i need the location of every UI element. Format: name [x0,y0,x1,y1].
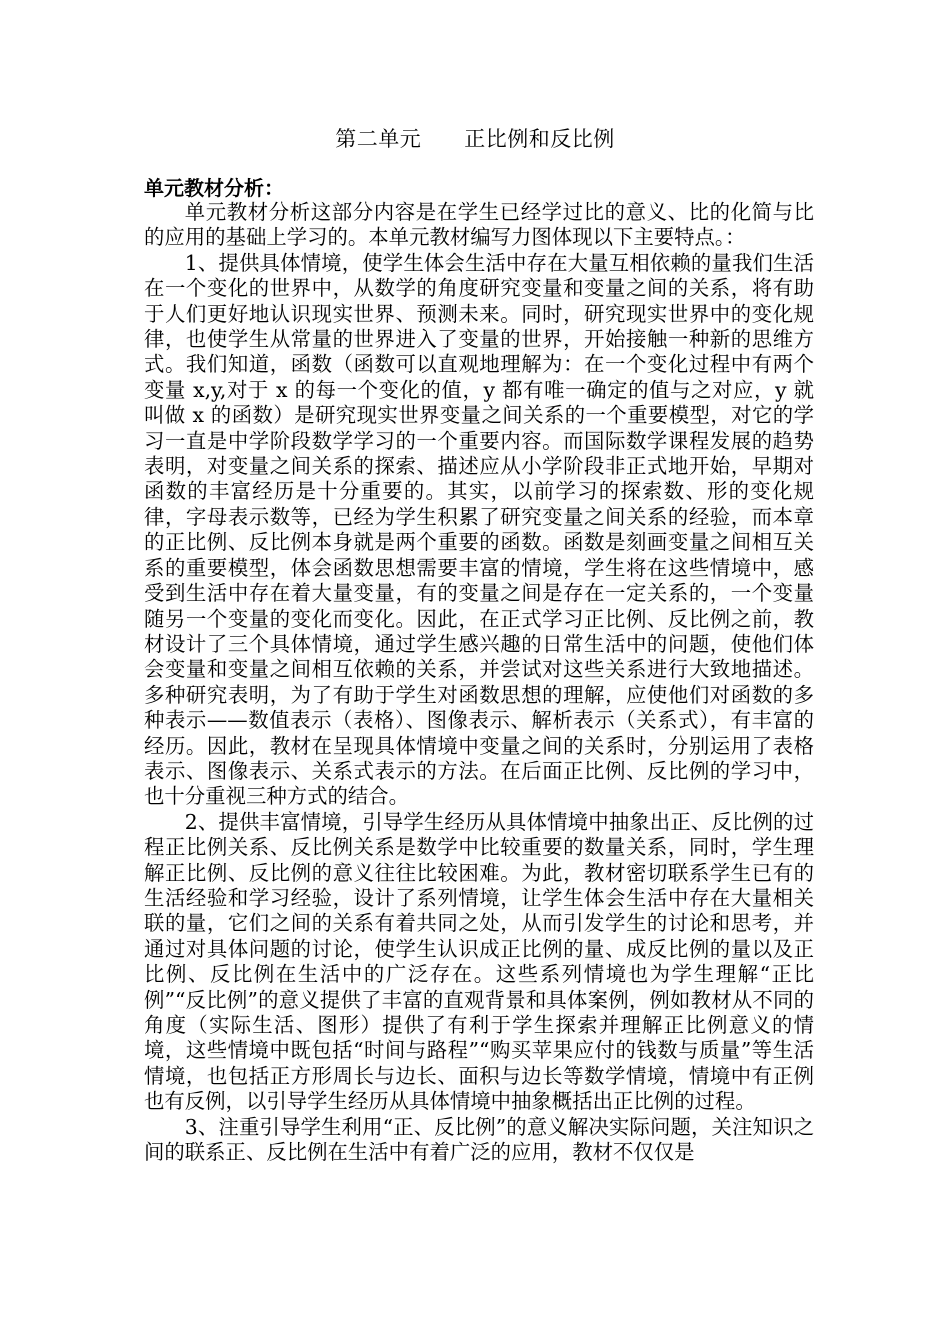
paragraph-point-3: 3、注重引导学生利用“正、反比例”的意义解决实际问题，关注知识之间的联系正、反比例在生活中有着广泛的应用，教材不仅仅是 [144,1114,814,1165]
section-heading: 单元教材分析： [144,176,284,200]
paragraph-point-1: 1、提供具体情境，使学生体会生活中存在大量互相依赖的量我们生活在一个变化的世界中，从数学的角度研究变量和变量之间的关系，将有助于人们更好地认识现实世界、预测未来。同时，研究现实世界中的变化规律，也使学生从常量的世界进入了变量的世界，开始接触一种新的思维方式。我们知道，函数（函数可以直观地理解为：在一个变化过程中有两个变量 x,y,对于 x 的每一个变化的值，y 都有唯一确定的值与之对应，y 就叫做 x 的函数）是研究现实世界变量之间关系的一个重要模型，对它的学习一直是中学阶段数学学习的一个重要内容。而国际数学课程发展的趋势表明，对变量之间关系的探索、描述应从小学阶段非正式地开始，早期对函数的丰富经历是十分重要的。其实，以前学习的探索数、形的变化规律，字母表示数等，已经为学生积累了研究变量之间关系的经验，而本章的正比例、反比例本身就是两个重要的函数。函数是刻画变量之间相互关系的重要模型，体会函数思想需要丰富的情境，学生将在这些情境中，感受到生活中存在着大量变量，有的变量之间是存在一定关系的，一个变量随另一个变量的变化而变化。因此，在正式学习正比例、反比例之前，教材设计了三个具体情境，通过学生感兴趣的日常生活中的问题，使他们体会变量和变量之间相互依赖的关系，并尝试对这些关系进行大致地描述。多种研究表明，为了有助于学生对函数思想的理解，应使他们对函数的多种表示——数值表示（表格）、图像表示、解析表示（关系式），有丰富的经历。因此，教材在呈现具体情境中变量之间的关系时，分别运用了表格表示、图像表示、关系式表示的方法。在后面正比例、反比例的学习中，也十分重视三种方式的结合。 [144,250,814,809]
paragraph-intro: 单元教材分析这部分内容是在学生已经学过比的意义、比的化简与比的应用的基础上学习的。本单元教材编写力图体现以下主要特点。： [144,200,814,250]
body-text [144,200,814,1165]
page-title: 第二单元 正比例和反比例 [335,127,615,151]
paragraph-point-2: 2、提供丰富情境，引导学生经历从具体情境中抽象出正、反比例的过程正比例关系、反比例关系是数学中比较重要的数量关系，同时，学生理解正比例、反比例的意义往往比较困难。为此，教材密切联系学生已有的生活经验和学习经验，设计了系列情境，让学生体会生活中存在大量相关联的量，它们之间的关系有着共同之处，从而引发学生的讨论和思考，并通过对具体问题的讨论，使学生认识成正比例的量、成反比例的量以及正比例、反比例在生活中的广泛存在。这些系列情境也为学生理解“正比例”“反比例”的意义提供了丰富的直观背景和具体案例，例如教材从不同的角度（实际生活、图形）提供了有利于学生探索并理解正比例意义的情境，这些情境中既包括“时间与路程”“购买苹果应付的钱数与质量”等生活情境，也包括正方形周长与边长、面积与边长等数学情境，情境中有正例也有反例，以引导学生经历从具体情境中抽象概括出正比例的过程。 [144,809,814,1114]
